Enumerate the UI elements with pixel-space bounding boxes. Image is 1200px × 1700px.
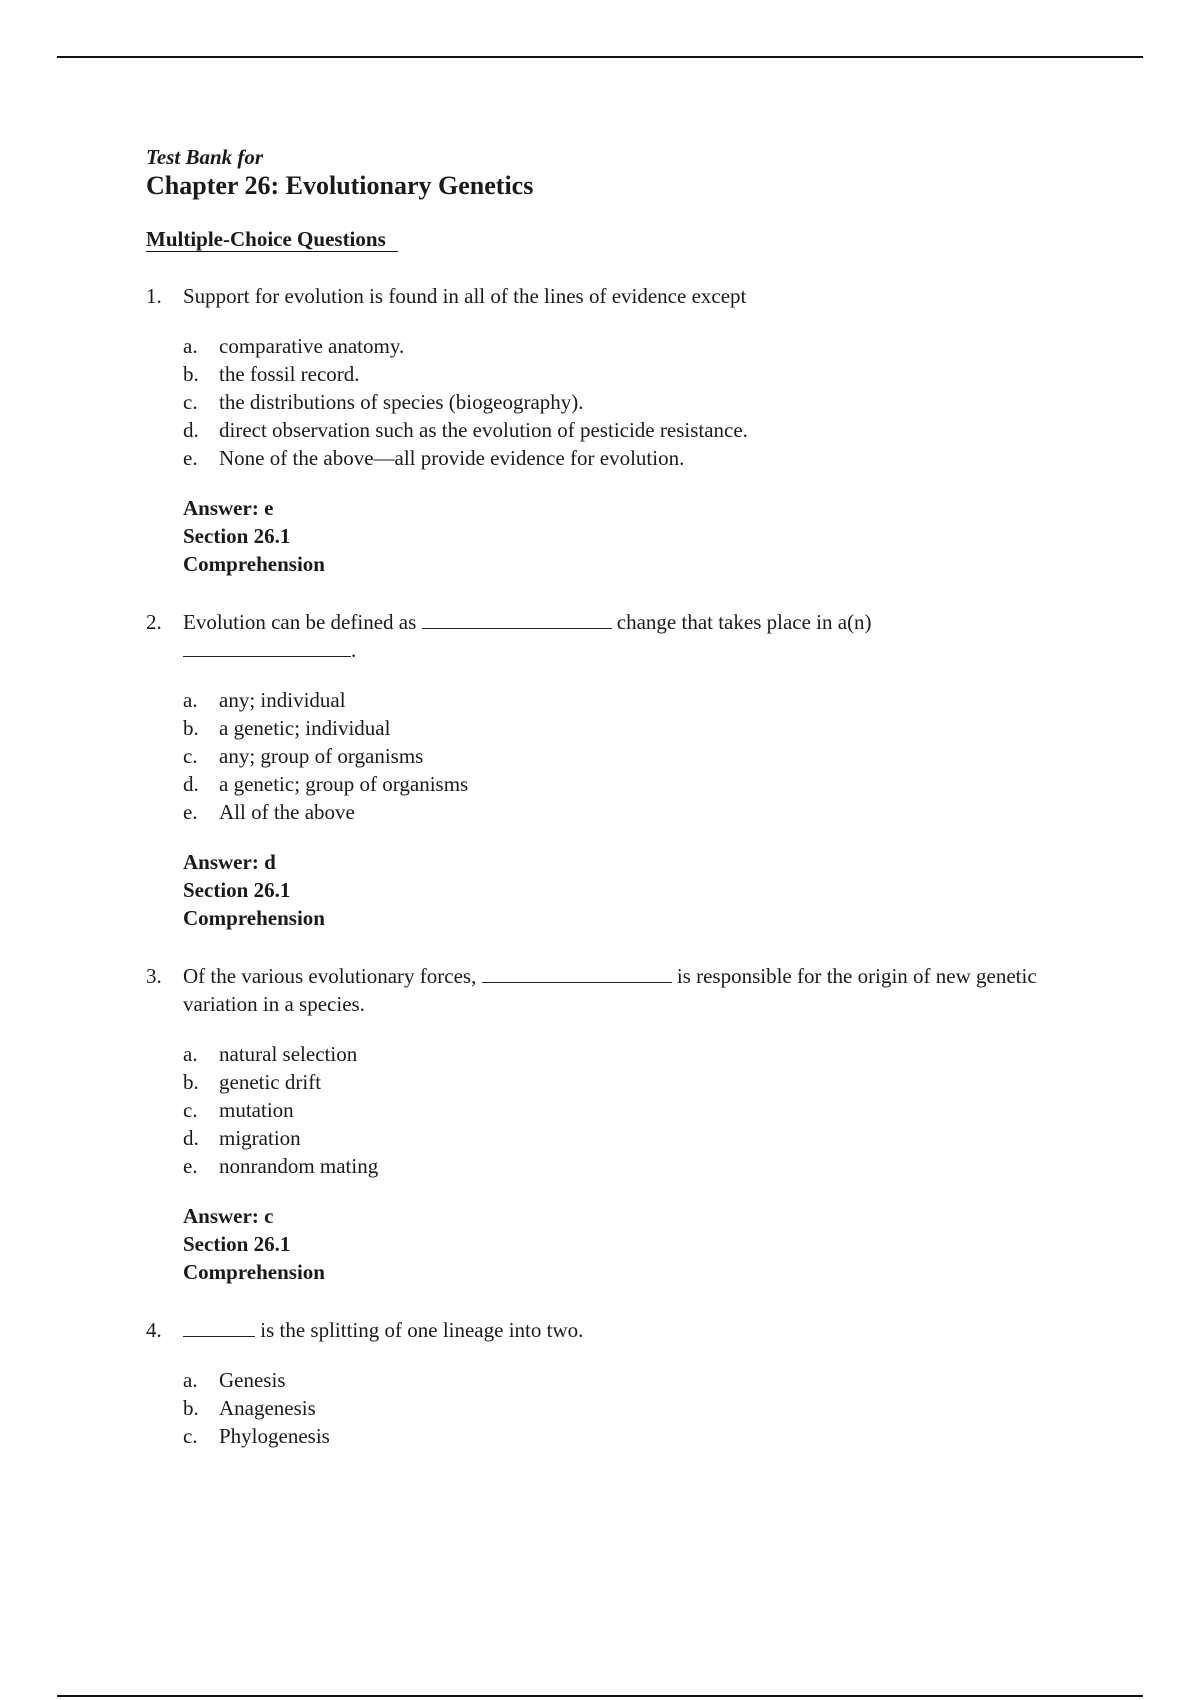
option-item <box>183 1366 1086 1394</box>
question-text-part: is the splitting of one lineage into two. <box>260 1318 584 1342</box>
fill-in-blank <box>183 638 351 657</box>
answer-label: Answer: e <box>183 496 274 520</box>
option-text: Phylogenesis <box>219 1424 330 1448</box>
option-list <box>183 1040 1086 1180</box>
option-text: direct observation such as the evolution of pesticide resistance. <box>219 418 748 442</box>
option-item <box>183 388 1086 416</box>
bottom-rule <box>57 1695 1143 1697</box>
question-text-part: is responsible for the origin of new genetic variation in a species. <box>183 964 1037 1016</box>
level-label: Comprehension <box>183 906 325 930</box>
question-1 <box>146 282 1086 578</box>
fill-in-blank <box>422 610 612 629</box>
option-text: Anagenesis <box>219 1396 316 1420</box>
option-letter: c. <box>183 390 198 414</box>
fill-in-blank <box>183 1318 255 1337</box>
option-text: natural selection <box>219 1042 358 1066</box>
answer-block <box>183 494 1086 578</box>
answer-label: Answer: d <box>183 850 276 874</box>
option-letter: b. <box>183 1396 199 1420</box>
option-letter: b. <box>183 362 199 386</box>
question-number: 1. <box>146 284 162 308</box>
option-item <box>183 1040 1086 1068</box>
option-letter: e. <box>183 446 198 470</box>
option-letter: a. <box>183 1368 198 1392</box>
document-page <box>146 143 1086 1450</box>
option-text: genetic drift <box>219 1070 322 1094</box>
option-letter: c. <box>183 1424 198 1448</box>
option-letter: c. <box>183 744 198 768</box>
answer-label: Answer: c <box>183 1204 274 1228</box>
option-letter: e. <box>183 800 198 824</box>
option-item <box>183 416 1086 444</box>
option-letter: d. <box>183 772 199 796</box>
option-text: the fossil record. <box>219 362 360 386</box>
option-letter: e. <box>183 1154 198 1178</box>
option-letter: a. <box>183 334 198 358</box>
question-4 <box>146 1316 1086 1450</box>
option-text: migration <box>219 1126 301 1150</box>
fill-in-blank <box>482 964 672 983</box>
option-item <box>183 1124 1086 1152</box>
option-text: All of the above <box>219 800 355 824</box>
option-text: any; group of organisms <box>219 744 424 768</box>
option-item <box>183 444 1086 472</box>
question-text-part: Of the various evolutionary forces, <box>183 964 477 988</box>
option-letter: d. <box>183 1126 199 1150</box>
section-label: Section 26.1 <box>183 878 291 902</box>
question-2 <box>146 608 1086 932</box>
question-text: Support for evolution is found in all of the lines of evidence except <box>183 284 747 308</box>
option-text: any; individual <box>219 688 346 712</box>
question-text-part: Evolution can be defined as <box>183 610 417 634</box>
document-subtitle: Test Bank for <box>146 145 264 169</box>
option-item <box>183 1152 1086 1180</box>
option-item <box>183 360 1086 388</box>
option-item <box>183 686 1086 714</box>
answer-block <box>183 848 1086 932</box>
top-rule <box>57 56 1143 58</box>
option-letter: a. <box>183 688 198 712</box>
option-list <box>183 686 1086 826</box>
question-number: 3. <box>146 964 162 988</box>
level-label: Comprehension <box>183 1260 325 1284</box>
option-letter: c. <box>183 1098 198 1122</box>
option-text: nonrandom mating <box>219 1154 379 1178</box>
option-text: comparative anatomy. <box>219 334 405 358</box>
section-heading: Multiple-Choice Questions <box>146 227 398 252</box>
option-text: None of the above—all provide evidence for evolution. <box>219 446 685 470</box>
option-item <box>183 1068 1086 1096</box>
section-label: Section 26.1 <box>183 524 291 548</box>
option-item <box>183 1394 1086 1422</box>
level-label: Comprehension <box>183 552 325 576</box>
option-letter: d. <box>183 418 199 442</box>
option-item <box>183 332 1086 360</box>
question-number: 4. <box>146 1318 162 1342</box>
question-number: 2. <box>146 610 162 634</box>
option-item <box>183 742 1086 770</box>
answer-block <box>183 1202 1086 1286</box>
option-item <box>183 1422 1086 1450</box>
option-letter: a. <box>183 1042 198 1066</box>
option-item <box>183 1096 1086 1124</box>
question-text-part: . <box>351 638 357 662</box>
chapter-title: Chapter 26: Evolutionary Genetics <box>146 171 534 200</box>
question-3 <box>146 962 1086 1286</box>
question-text <box>183 608 1086 664</box>
option-item <box>183 770 1086 798</box>
option-text: Genesis <box>219 1368 286 1392</box>
option-list <box>183 1366 1086 1450</box>
question-text <box>183 962 1086 1018</box>
option-text: mutation <box>219 1098 294 1122</box>
option-letter: b. <box>183 716 199 740</box>
section-label: Section 26.1 <box>183 1232 291 1256</box>
option-text: the distributions of species (biogeography). <box>219 390 584 414</box>
question-text <box>183 1316 1086 1344</box>
option-item <box>183 714 1086 742</box>
option-letter: b. <box>183 1070 199 1094</box>
option-text: a genetic; group of organisms <box>219 772 469 796</box>
question-text-part: change that takes place in a(n) <box>616 610 872 634</box>
option-item <box>183 798 1086 826</box>
option-list <box>183 332 1086 472</box>
option-text: a genetic; individual <box>219 716 391 740</box>
